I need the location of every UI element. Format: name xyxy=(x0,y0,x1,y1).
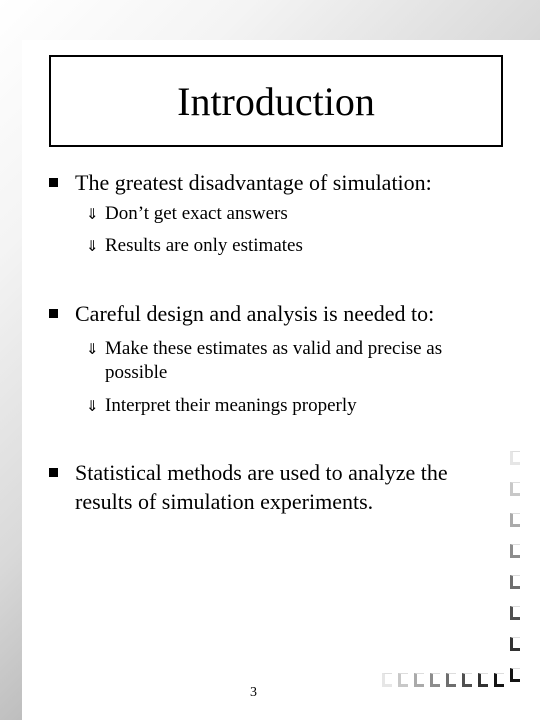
square-bullet-icon xyxy=(49,178,58,187)
sub-bullet-text: Don’t get exact answers xyxy=(105,203,288,224)
sub-bullet-text: Interpret their meanings properly xyxy=(105,395,357,416)
decorative-square xyxy=(398,673,408,687)
decorative-square xyxy=(494,673,504,687)
decorative-square xyxy=(414,673,424,687)
decorative-square xyxy=(478,673,488,687)
decorative-square xyxy=(510,513,520,527)
sub-bullet-text: Results are only estimates xyxy=(105,235,303,256)
decorative-square xyxy=(510,451,520,465)
page-number: 3 xyxy=(250,685,257,700)
arrow-down-icon: ⇓ xyxy=(86,205,99,223)
bullet-text: Careful design and analysis is needed to: xyxy=(75,301,435,326)
decorative-square xyxy=(446,673,456,687)
decorative-square xyxy=(430,673,440,687)
slide-title-box xyxy=(49,55,503,147)
decorative-square xyxy=(462,673,472,687)
decorative-square xyxy=(510,637,520,651)
decorative-square xyxy=(510,668,520,682)
decorative-square xyxy=(510,544,520,558)
square-bullet-icon xyxy=(49,468,58,477)
decorative-square xyxy=(510,482,520,496)
decorative-square xyxy=(510,575,520,589)
square-bullet-icon xyxy=(49,309,58,318)
decorative-square xyxy=(510,606,520,620)
arrow-down-icon: ⇓ xyxy=(86,397,99,415)
arrow-down-icon: ⇓ xyxy=(86,340,99,358)
bullet-text: The greatest disadvantage of simulation: xyxy=(75,170,432,195)
slide-title: Introduction xyxy=(177,78,375,124)
bullet-text: Statistical methods are used to analyze the results of simulation experiments. xyxy=(75,460,448,514)
arrow-down-icon: ⇓ xyxy=(86,237,99,255)
sub-bullet-text: Make these estimates as valid and precise as possible xyxy=(105,338,443,383)
decorative-square xyxy=(382,673,392,687)
